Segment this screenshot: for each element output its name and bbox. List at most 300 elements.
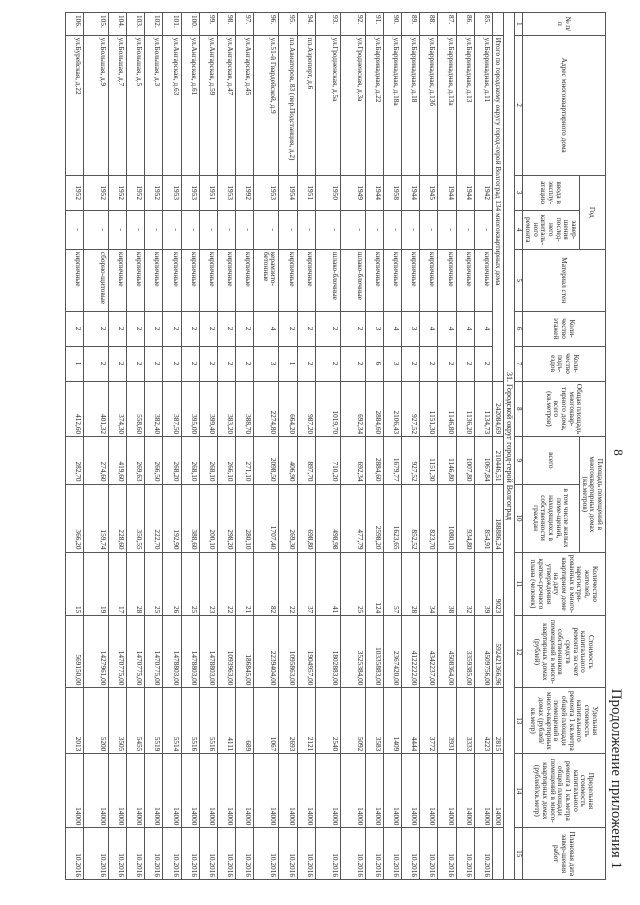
- table-row: [365, 13, 383, 880]
- plan-date-cell: 10.2016: [279, 828, 297, 880]
- total-area-cell: 388,70: [236, 381, 254, 437]
- year-built-cell: 1942: [474, 175, 492, 210]
- entrances-cell: 2: [315, 346, 340, 381]
- table-row: [108, 13, 126, 880]
- cost-cell: 2239404,00: [254, 616, 279, 688]
- total-area-cell: 374,30: [108, 381, 126, 437]
- limit-cost-cell: 14000: [438, 754, 456, 828]
- table-row: [402, 13, 420, 880]
- cost-cell: 1904957,00: [297, 616, 315, 688]
- year-built-cell: 1953: [163, 175, 181, 210]
- floors-cell: 2: [181, 311, 199, 346]
- entrances-cell: 2: [108, 346, 126, 381]
- residents-cell: 26: [163, 552, 181, 616]
- col-year-repair-header: завер-шения послед-него капиталь-ного ремонта: [523, 210, 580, 249]
- floors-cell: 2: [340, 311, 365, 346]
- column-index-cell: 8: [515, 381, 523, 437]
- table-row: [83, 13, 108, 880]
- premises-living-cell: 1623,65: [383, 484, 401, 552]
- limit-cost-cell: 14000: [254, 754, 279, 828]
- year-repair-cell: -: [65, 210, 83, 249]
- cost-cell: 1802883,00: [315, 616, 340, 688]
- residents-cell: 22: [279, 552, 297, 616]
- year-repair-cell: -: [83, 210, 108, 249]
- plan-date-cell: 10.2016: [456, 828, 474, 880]
- row-number: 91.: [365, 13, 383, 36]
- year-repair-cell: -: [236, 210, 254, 249]
- plan-date-cell: 10.2016: [83, 828, 108, 880]
- floors-cell: 2: [108, 311, 126, 346]
- unit-cost-cell: 4444: [402, 688, 420, 754]
- premises-all-cell: 282,70: [65, 437, 83, 484]
- total-no-cell: [493, 13, 504, 36]
- premises-all-cell: 274,60: [83, 437, 108, 484]
- residents-cell: 37: [297, 552, 315, 616]
- column-index-cell: 11: [515, 552, 523, 616]
- limit-cost-cell: 14000: [297, 754, 315, 828]
- premises-living-cell: 934,80: [456, 484, 474, 552]
- table-row: [254, 13, 279, 880]
- column-index-cell: 4: [515, 210, 523, 249]
- year-built-cell: 1951: [199, 175, 217, 210]
- total-area-cell: 1136,20: [456, 381, 474, 437]
- row-number: 86.: [456, 13, 474, 36]
- limit-cost-cell: 14000: [456, 754, 474, 828]
- wall-material-cell: кирпичные: [108, 249, 126, 311]
- limit-cost-cell: 14000: [199, 754, 217, 828]
- unit-cost-cell: 689: [236, 688, 254, 754]
- plan-date-cell: 10.2016: [438, 828, 456, 880]
- unit-cost-cell: 1067: [254, 688, 279, 754]
- total-row: [493, 13, 504, 880]
- floors-cell: 4: [438, 311, 456, 346]
- limit-cost-cell: 14000: [279, 754, 297, 828]
- wall-material-cell: кирпичные: [217, 249, 235, 311]
- premises-living-cell: 159,74: [83, 484, 108, 552]
- wall-material-cell: кирпичные: [297, 249, 315, 311]
- residents-cell: 19: [83, 552, 108, 616]
- unit-cost-cell: 3583: [365, 688, 383, 754]
- address-cell: ул.Ангарская, д.59: [199, 35, 217, 175]
- row-number: 106.: [65, 13, 83, 36]
- row-number: 97.: [236, 13, 254, 36]
- address-cell: ул.Большая, д.5: [127, 35, 145, 175]
- entrances-cell: 2: [236, 346, 254, 381]
- entrances-cell: 3: [254, 346, 279, 381]
- residents-cell: 25: [181, 552, 199, 616]
- table-row: [340, 13, 365, 880]
- wall-material-cell: кирпичные: [199, 249, 217, 311]
- limit-cost-cell: 14000: [65, 754, 83, 828]
- row-number: 104.: [108, 13, 126, 36]
- total-area-cell: 1019,70: [315, 381, 340, 437]
- table-row: [145, 13, 163, 880]
- plan-date-cell: 10.2016: [297, 828, 315, 880]
- residents-cell: 22: [217, 552, 235, 616]
- unit-cost-cell: 5514: [163, 688, 181, 754]
- total-limit-cost: 14000: [493, 754, 504, 828]
- total-area-cell: 383,20: [217, 381, 235, 437]
- wall-material-cell: кирпичные: [145, 249, 163, 311]
- floors-cell: 4: [383, 311, 401, 346]
- floors-cell: 2: [315, 311, 340, 346]
- column-index-cell: 12: [515, 616, 523, 688]
- column-index-cell: 9: [515, 437, 523, 484]
- address-cell: пл.Аэропорт, д.6: [297, 35, 315, 175]
- column-index-cell: 6: [515, 311, 523, 346]
- column-index-cell: 7: [515, 346, 523, 381]
- premises-all-cell: 1679,77: [383, 437, 401, 484]
- total-area: 242084,69: [493, 381, 504, 437]
- residents-cell: 57: [383, 552, 401, 616]
- floors-cell: 4: [474, 311, 492, 346]
- table-row: [181, 13, 199, 880]
- entrances-cell: 2: [83, 346, 108, 381]
- address-cell: ул.Большая, д.7: [108, 35, 126, 175]
- limit-cost-cell: 14000: [236, 754, 254, 828]
- col-cost-header: Стоимость капитального ремонта за счет средств собственников помещений в много-квартирных домах (рублей): [523, 616, 606, 688]
- total-area-cell: 2106,43: [383, 381, 401, 437]
- entrances-cell: 2: [420, 346, 438, 381]
- plan-date-cell: 10.2016: [402, 828, 420, 880]
- unit-cost-cell: 2693: [279, 688, 297, 754]
- entrances-cell: 2: [474, 346, 492, 381]
- year-repair-cell: -: [127, 210, 145, 249]
- unit-cost-cell: 5516: [181, 688, 199, 754]
- residents-cell: 34: [420, 552, 438, 616]
- plan-date-cell: 10.2016: [383, 828, 401, 880]
- plan-date-cell: 10.2016: [474, 828, 492, 880]
- floors-cell: 2: [163, 311, 181, 346]
- address-cell: ул.Гродненская, д.5а: [315, 35, 340, 175]
- residents-cell: 25: [340, 552, 365, 616]
- entrances-cell: 2: [340, 346, 365, 381]
- total-area-cell: 664,20: [279, 381, 297, 437]
- entrances-cell: 2: [199, 346, 217, 381]
- address-cell: ул.Баррикадная, д.13: [456, 35, 474, 175]
- total-area-cell: 395,00: [181, 381, 199, 437]
- premises-all-cell: 268,10: [181, 437, 199, 484]
- year-built-cell: 1954: [279, 175, 297, 210]
- residents-cell: 21: [236, 552, 254, 616]
- premises-living-cell: 854,91: [474, 484, 492, 552]
- year-repair-cell: -: [254, 210, 279, 249]
- unit-cost-cell: 5519: [145, 688, 163, 754]
- wall-material-cell: кирпичные: [365, 249, 383, 311]
- premises-living-cell: 852,52: [402, 484, 420, 552]
- year-built-cell: 1952: [127, 175, 145, 210]
- total-area-cell: 401,32: [83, 381, 108, 437]
- year-repair-cell: -: [108, 210, 126, 249]
- year-built-cell: 1992: [236, 175, 254, 210]
- col-premises-living-header: в том числе жилых поме-щений, находящихся в собственности граждан: [523, 484, 580, 552]
- premises-all-cell: 268,20: [163, 437, 181, 484]
- address-cell: ул.Баррикадная, д.11: [474, 35, 492, 175]
- header-row-1: [580, 13, 606, 880]
- premises-all-cell: 2098,50: [254, 437, 279, 484]
- total-label: Итого по городскому округу город-герой Волгоград 134 многоквартирных дома: [493, 35, 504, 381]
- residents-cell: 39: [474, 552, 492, 616]
- limit-cost-cell: 14000: [217, 754, 235, 828]
- wall-material-cell: кирпичные: [438, 249, 456, 311]
- premises-all-cell: 927,52: [402, 437, 420, 484]
- address-cell: ул.Баррикадная, д.18: [402, 35, 420, 175]
- address-cell: ул.Большая, д.3: [145, 35, 163, 175]
- year-repair-cell: -: [456, 210, 474, 249]
- table-row: [315, 13, 340, 880]
- cost-cell: 3359385,00: [456, 616, 474, 688]
- total-area-cell: 387,50: [163, 381, 181, 437]
- premises-living-cell: 388,60: [181, 484, 199, 552]
- total-area-cell: 987,20: [297, 381, 315, 437]
- row-number: 99.: [199, 13, 217, 36]
- plan-date-cell: 10.2016: [199, 828, 217, 880]
- total-area-cell: 1151,30: [420, 381, 438, 437]
- col-entrances-header: Коли-чество подъ-ездов: [523, 346, 606, 381]
- residents-cell: 28: [127, 552, 145, 616]
- row-number: 87.: [438, 13, 456, 36]
- unit-cost-cell: 4223: [474, 688, 492, 754]
- premises-all-cell: 271,10: [236, 437, 254, 484]
- unit-cost-cell: 2540: [315, 688, 340, 754]
- plan-date-cell: 10.2016: [315, 828, 340, 880]
- unit-cost-cell: 3772: [420, 688, 438, 754]
- year-built-cell: 1950: [315, 175, 340, 210]
- entrances-cell: 2: [127, 346, 145, 381]
- col-unit-cost-header: Удельная стоимость капитального ремонта 1 кв.метра общей площади помещений в много-квартирных домах (рублей/кв.метр): [523, 688, 606, 754]
- total-area-cell: 2274,80: [254, 381, 279, 437]
- address-cell: ул.Ангарская, д.45: [236, 35, 254, 175]
- section-row: [503, 13, 514, 880]
- plan-date-cell: 10.2016: [108, 828, 126, 880]
- col-premises-all-header: всего: [523, 437, 580, 484]
- unit-cost-cell: 2121: [297, 688, 315, 754]
- cost-cell: 4342237,00: [420, 616, 438, 688]
- limit-cost-cell: 14000: [315, 754, 340, 828]
- col-plan-date-header: Плановая дата завер-шения работ: [523, 828, 606, 880]
- row-number: 100.: [181, 13, 199, 36]
- year-repair-cell: -: [163, 210, 181, 249]
- wall-material-cell: кирпичные: [163, 249, 181, 311]
- plan-date-cell: 10.2016: [365, 828, 383, 880]
- plan-date-cell: 10.2016: [127, 828, 145, 880]
- section-title: 31. Городской округ город-герой Волгоград: [503, 13, 514, 880]
- total-area-cell: 399,40: [199, 381, 217, 437]
- residents-cell: 124: [365, 552, 383, 616]
- row-number: 85.: [474, 13, 492, 36]
- year-built-cell: 1953: [181, 175, 199, 210]
- total-area-cell: 382,40: [145, 381, 163, 437]
- entrances-cell: 2: [297, 346, 315, 381]
- row-number: 101.: [163, 13, 181, 36]
- wall-material-cell: кирпичные: [402, 249, 420, 311]
- total-unit-cost: 2815: [493, 688, 504, 754]
- premises-living-cell: 200,10: [199, 484, 217, 552]
- address-cell: ул.Баррикадная, д.13а: [438, 35, 456, 175]
- total-residents: 9023: [493, 552, 504, 616]
- plan-date-cell: 10.2016: [145, 828, 163, 880]
- year-repair-cell: -: [420, 210, 438, 249]
- col-wall-header: Материал стен: [523, 249, 606, 311]
- column-index-cell: 5: [515, 249, 523, 311]
- cost-cell: 1478803,00: [199, 616, 217, 688]
- address-cell: ул.Ангарская, д.61: [181, 35, 199, 175]
- table-row: [474, 13, 492, 880]
- year-built-cell: 1952: [145, 175, 163, 210]
- premises-all-cell: 269,63: [127, 437, 145, 484]
- column-index-cell: 1: [515, 13, 523, 36]
- residents-cell: 28: [402, 552, 420, 616]
- year-built-cell: 1944: [365, 175, 383, 210]
- limit-cost-cell: 14000: [365, 754, 383, 828]
- table-row: [236, 13, 254, 880]
- table-row: [199, 13, 217, 880]
- premises-living-cell: 280,10: [236, 484, 254, 552]
- limit-cost-cell: 14000: [474, 754, 492, 828]
- row-number: 93.: [315, 13, 340, 36]
- row-number: 98.: [217, 13, 235, 36]
- year-repair-cell: -: [315, 210, 340, 249]
- table-row: [279, 13, 297, 880]
- floors-cell: 2: [199, 311, 217, 346]
- premises-living-cell: 192,90: [163, 484, 181, 552]
- entrances-cell: 2: [456, 346, 474, 381]
- plan-date-cell: 10.2016: [65, 828, 83, 880]
- year-repair-cell: -: [438, 210, 456, 249]
- unit-cost-cell: 4111: [217, 688, 235, 754]
- entrances-cell: 2: [438, 346, 456, 381]
- unit-cost-cell: 3333: [456, 688, 474, 754]
- address-cell: ул.Баррикадная, д.13б: [420, 35, 438, 175]
- wall-material-cell: кирпичные: [181, 249, 199, 311]
- address-cell: ул.Ангарская, д.63: [163, 35, 181, 175]
- entrances-cell: 2: [217, 346, 235, 381]
- premises-all-cell: 1007,80: [456, 437, 474, 484]
- row-number: 92.: [340, 13, 365, 36]
- year-built-cell: 1944: [456, 175, 474, 210]
- floors-cell: 4: [420, 311, 438, 346]
- limit-cost-cell: 14000: [83, 754, 108, 828]
- year-built-cell: 1953: [217, 175, 235, 210]
- year-repair-cell: -: [181, 210, 199, 249]
- total-premises-living: 188886,24: [493, 484, 504, 552]
- column-index-cell: 15: [515, 828, 523, 880]
- cost-cell: 4122222,00: [402, 616, 420, 688]
- address-cell: ул.Бурейская, д.22: [65, 35, 83, 175]
- row-number: 103.: [127, 13, 145, 36]
- wall-material-cell: кирпичные: [65, 249, 83, 311]
- cost-cell: 1470775,00: [108, 616, 126, 688]
- residents-cell: 38: [438, 552, 456, 616]
- premises-all-cell: 710,20: [315, 437, 340, 484]
- wall-material-cell: кирпичные: [279, 249, 297, 311]
- floors-cell: 2: [217, 311, 235, 346]
- table-row: [163, 13, 181, 880]
- col-total-area-header: Общая площадь многоквар-тирного дома, всего (кв.метров): [523, 381, 606, 437]
- wall-material-cell: кирпичные: [383, 249, 401, 311]
- limit-cost-cell: 14000: [383, 754, 401, 828]
- total-date-cell: [493, 828, 504, 880]
- col-residents-header: Количество жителей, зарегистри-рованных в много-квартирном доме на дату утверждения кратко-срочного плана (человек): [523, 552, 606, 616]
- floors-cell: 2: [127, 311, 145, 346]
- cost-cell: 1095863,00: [279, 616, 297, 688]
- unit-cost-cell: 5516: [199, 688, 217, 754]
- floors-cell: 2: [236, 311, 254, 346]
- limit-cost-cell: 14000: [181, 754, 199, 828]
- unit-cost-cell: 5455: [127, 688, 145, 754]
- premises-all-cell: 897,70: [297, 437, 315, 484]
- row-number: 90.: [383, 13, 401, 36]
- year-repair-cell: -: [279, 210, 297, 249]
- table-row: [65, 13, 83, 880]
- year-built-cell: 1951: [297, 175, 315, 210]
- entrances-cell: 1: [65, 346, 83, 381]
- column-index-cell: 2: [515, 35, 523, 175]
- wall-material-cell: кирпичные: [420, 249, 438, 311]
- entrances-cell: 2: [181, 346, 199, 381]
- entrances-cell: 2: [145, 346, 163, 381]
- table-row: [438, 13, 456, 880]
- wall-material-cell: кирпичные: [127, 249, 145, 311]
- cost-cell: 4508364,00: [438, 616, 456, 688]
- row-number: 89.: [402, 13, 420, 36]
- limit-cost-cell: 14000: [163, 754, 181, 828]
- address-cell: ул.Баррикадная, д.22: [365, 35, 383, 175]
- premises-all-cell: 419,60: [108, 437, 126, 484]
- entrances-cell: 6: [365, 346, 383, 381]
- floors-cell: 4: [254, 311, 279, 346]
- premises-living-cell: 498,98: [315, 484, 340, 552]
- residents-cell: 17: [108, 552, 126, 616]
- premises-living-cell: 298,20: [217, 484, 235, 552]
- total-area-cell: 1134,73: [474, 381, 492, 437]
- table-body: [65, 13, 514, 880]
- premises-all-cell: 2884,60: [365, 437, 383, 484]
- limit-cost-cell: 14000: [340, 754, 365, 828]
- total-area-cell: 1146,80: [438, 381, 456, 437]
- column-index-cell: 10: [515, 484, 523, 552]
- year-repair-cell: -: [365, 210, 383, 249]
- residents-cell: 23: [199, 552, 217, 616]
- housing-table: [65, 12, 606, 880]
- col-year-group-header: Год: [580, 175, 606, 249]
- address-cell: ул.51-й Гвардейской, д.9: [254, 35, 279, 175]
- residents-cell: 41: [315, 552, 340, 616]
- appendix-label: Продолжение приложения 1: [608, 688, 624, 869]
- year-built-cell: 1952: [65, 175, 83, 210]
- column-index-row: [515, 13, 523, 880]
- premises-living-cell: 823,70: [420, 484, 438, 552]
- plan-date-cell: 10.2016: [217, 828, 235, 880]
- plan-date-cell: 10.2016: [163, 828, 181, 880]
- address-cell: ул.Ангарская, д.47: [217, 35, 235, 175]
- col-address-header: Адрес многоквартирного дома: [523, 35, 606, 175]
- plan-date-cell: 10.2016: [181, 828, 199, 880]
- year-built-cell: 1952: [108, 175, 126, 210]
- cost-cell: 4509756,00: [474, 616, 492, 688]
- floors-cell: 4: [456, 311, 474, 346]
- wall-material-cell: кирпичные: [474, 249, 492, 311]
- column-index-cell: 13: [515, 688, 523, 754]
- year-built-cell: 1958: [383, 175, 401, 210]
- row-number: 102.: [145, 13, 163, 36]
- premises-all-cell: 266,10: [217, 437, 235, 484]
- cost-cell: 1427961,00: [83, 616, 108, 688]
- cost-cell: 1093963,00: [217, 616, 235, 688]
- wall-material-cell: шлако-блочные: [340, 249, 365, 311]
- limit-cost-cell: 14000: [402, 754, 420, 828]
- premises-living-cell: 477,79: [340, 484, 365, 552]
